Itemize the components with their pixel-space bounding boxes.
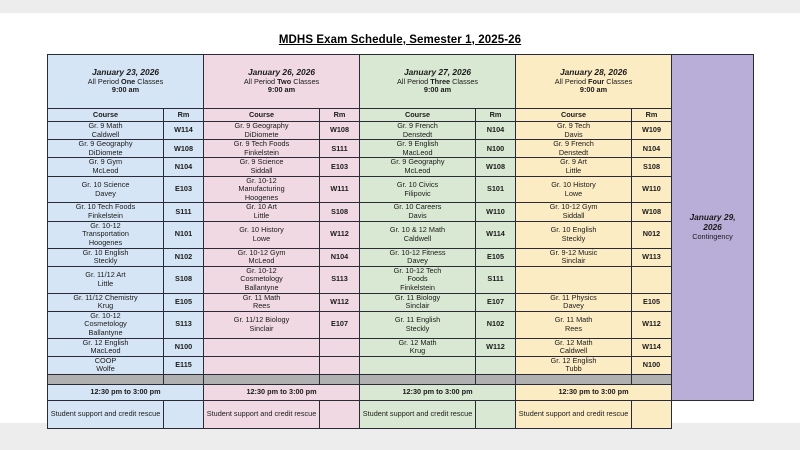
table-row <box>48 140 754 158</box>
exam-course-cell: Gr. 10-12 Fitness Davey <box>360 248 476 266</box>
exam-course-cell: Gr. 10-12 Manufacturing Hoogenes <box>204 176 320 203</box>
exam-room-cell <box>320 356 360 374</box>
exam-room-cell: W112 <box>320 293 360 311</box>
exam-room-cell: N012 <box>632 221 672 248</box>
exam-schedule-table <box>47 54 754 429</box>
exam-room-cell: W112 <box>476 338 516 356</box>
exam-room-cell: W110 <box>632 176 672 203</box>
exam-room-cell: E107 <box>476 293 516 311</box>
afternoon-time-2: 12:30 pm to 3:00 pm <box>204 385 360 401</box>
exam-room-cell: S108 <box>632 158 672 176</box>
exam-room-cell <box>476 356 516 374</box>
exam-room-cell: N102 <box>164 248 204 266</box>
day-time: 9:00 am <box>267 85 296 95</box>
exam-room-cell: N100 <box>632 356 672 374</box>
exam-room-cell: E103 <box>320 158 360 176</box>
exam-course-cell: Gr. 10-12 Gym Siddall <box>516 203 632 221</box>
exam-course-cell: Gr. 10 Art Little <box>204 203 320 221</box>
exam-room-cell <box>632 266 672 293</box>
contingency-label: Contingency <box>692 232 733 242</box>
spacer-cell <box>516 375 632 385</box>
exam-room-cell: W109 <box>632 122 672 140</box>
column-header-course-3: Course <box>360 109 476 122</box>
column-header-row <box>48 109 754 122</box>
table-row <box>48 266 754 293</box>
contingency-header <box>672 55 754 401</box>
exam-room-cell: W108 <box>320 122 360 140</box>
schedule-body <box>48 55 754 429</box>
table-row <box>48 158 754 176</box>
exam-course-cell: Gr. 9 French Denstedt <box>516 140 632 158</box>
exam-course-cell: Gr. 9 Science Siddall <box>204 158 320 176</box>
table-row <box>48 221 754 248</box>
exam-course-cell: Gr. 9 Gym McLeod <box>48 158 164 176</box>
exam-course-cell: Gr. 10 Tech Foods Finkelstein <box>48 203 164 221</box>
exam-course-cell: Gr. 10 English Steckly <box>516 221 632 248</box>
exam-course-cell <box>204 338 320 356</box>
student-support-filler <box>164 401 204 429</box>
exam-course-cell: Gr. 9 French Denstedt <box>360 122 476 140</box>
spacer-cell <box>320 375 360 385</box>
exam-course-cell: Gr. 10 History Lowe <box>204 221 320 248</box>
student-support-filler <box>476 401 516 429</box>
exam-room-cell: E115 <box>164 356 204 374</box>
exam-room-cell: W110 <box>476 203 516 221</box>
exam-course-cell: Gr. 9 Tech Foods Finkelstein <box>204 140 320 158</box>
day-time: 9:00 am <box>423 85 452 95</box>
exam-room-cell: S113 <box>320 266 360 293</box>
exam-course-cell: Gr. 11/12 Art Little <box>48 266 164 293</box>
column-header-course-2: Course <box>204 109 320 122</box>
exam-course-cell: Gr. 12 English Tubb <box>516 356 632 374</box>
exam-room-cell <box>320 338 360 356</box>
exam-room-cell: S111 <box>476 266 516 293</box>
exam-course-cell: Gr. 11/12 Chemistry Krug <box>48 293 164 311</box>
table-row <box>48 311 754 338</box>
exam-room-cell: S113 <box>164 311 204 338</box>
spacer-cell <box>360 375 476 385</box>
day-header-row <box>48 55 754 109</box>
exam-room-cell: S108 <box>320 203 360 221</box>
student-support-4: Student support and credit rescue <box>516 401 632 429</box>
exam-course-cell: Gr. 11 English Steckly <box>360 311 476 338</box>
day-header-1 <box>48 55 204 109</box>
exam-course-cell: Gr. 10 Science Davey <box>48 176 164 203</box>
exam-course-cell: Gr. 10 & 12 Math Caldwell <box>360 221 476 248</box>
exam-course-cell <box>360 356 476 374</box>
exam-room-cell: E105 <box>632 293 672 311</box>
exam-room-cell: W112 <box>320 221 360 248</box>
column-header-room-4: Rm <box>632 109 672 122</box>
student-support-2: Student support and credit rescue <box>204 401 320 429</box>
afternoon-time-3: 12:30 pm to 3:00 pm <box>360 385 516 401</box>
day-date: January 28, 2026 <box>559 66 628 77</box>
exam-course-cell: Gr. 9-12 Music Sinclair <box>516 248 632 266</box>
exam-room-cell: N102 <box>476 311 516 338</box>
exam-course-cell: Gr. 9 Art Little <box>516 158 632 176</box>
page-title: MDHS Exam Schedule, Semester 1, 2025-26 <box>278 34 522 46</box>
spacer-row <box>48 375 754 385</box>
spacer-cell <box>632 375 672 385</box>
exam-course-cell: Gr. 12 Math Krug <box>360 338 476 356</box>
exam-room-cell: E107 <box>320 311 360 338</box>
exam-room-cell: N104 <box>632 140 672 158</box>
exam-room-cell: S111 <box>320 140 360 158</box>
exam-course-cell: Gr. 9 Geography McLeod <box>360 158 476 176</box>
exam-course-cell: Gr. 12 Math Caldwell <box>516 338 632 356</box>
table-row <box>48 356 754 374</box>
day-header-2 <box>204 55 360 109</box>
exam-room-cell: W114 <box>476 221 516 248</box>
exam-course-cell: Gr. 9 Math Caldwell <box>48 122 164 140</box>
exam-room-cell: E105 <box>476 248 516 266</box>
exam-room-cell: S108 <box>164 266 204 293</box>
day-date: January 26, 2026 <box>247 66 316 77</box>
exam-course-cell <box>516 266 632 293</box>
column-header-room-1: Rm <box>164 109 204 122</box>
student-support-row <box>48 401 754 429</box>
exam-room-cell: W108 <box>164 140 204 158</box>
exam-course-cell: COOP Wolfe <box>48 356 164 374</box>
exam-course-cell: Gr. 12 English MacLeod <box>48 338 164 356</box>
exam-room-cell: W112 <box>632 311 672 338</box>
spacer-cell <box>48 375 164 385</box>
student-support-filler <box>632 401 672 429</box>
exam-course-cell: Gr. 9 English MacLeod <box>360 140 476 158</box>
student-support-1: Student support and credit rescue <box>48 401 164 429</box>
table-row <box>48 122 754 140</box>
spacer-cell <box>204 375 320 385</box>
exam-course-cell: Gr. 11/12 Biology Sinclair <box>204 311 320 338</box>
day-header-4 <box>516 55 672 109</box>
afternoon-time-4: 12:30 pm to 3:00 pm <box>516 385 672 401</box>
exam-room-cell: E103 <box>164 176 204 203</box>
exam-course-cell: Gr. 9 Tech Davis <box>516 122 632 140</box>
day-period: All Period Four Classes <box>554 76 633 86</box>
exam-room-cell: S101 <box>476 176 516 203</box>
column-header-course-4: Course <box>516 109 632 122</box>
exam-room-cell: N104 <box>164 158 204 176</box>
day-date: January 27, 2026 <box>403 66 472 77</box>
exam-course-cell: Gr. 9 Geography DiDiomete <box>204 122 320 140</box>
day-period: All Period Two Classes <box>243 76 320 86</box>
exam-course-cell: Gr. 10-12 Cosmetology Ballantyne <box>48 311 164 338</box>
day-time: 9:00 am <box>579 85 608 95</box>
exam-room-cell: N104 <box>476 122 516 140</box>
table-row <box>48 248 754 266</box>
table-row <box>48 176 754 203</box>
exam-course-cell: Gr. 11 Biology Sinclair <box>360 293 476 311</box>
spacer-cell <box>164 375 204 385</box>
day-period: All Period Three Classes <box>396 76 479 86</box>
exam-room-cell: W113 <box>632 248 672 266</box>
exam-course-cell: Gr. 11 Physics Davey <box>516 293 632 311</box>
exam-course-cell: Gr. 10 History Lowe <box>516 176 632 203</box>
exam-room-cell: N100 <box>164 338 204 356</box>
exam-course-cell: Gr. 10 Careers Davis <box>360 203 476 221</box>
column-header-room-3: Rm <box>476 109 516 122</box>
student-support-3: Student support and credit rescue <box>360 401 476 429</box>
exam-course-cell: Gr. 10-12 Cosmetology Ballantyne <box>204 266 320 293</box>
exam-course-cell: Gr. 11 Math Rees <box>516 311 632 338</box>
day-date: January 23, 2026 <box>91 66 160 77</box>
exam-course-cell: Gr. 10 English Steckly <box>48 248 164 266</box>
exam-room-cell: W108 <box>632 203 672 221</box>
exam-room-cell: E105 <box>164 293 204 311</box>
contingency-date: January 29, 2026 <box>689 212 736 233</box>
exam-room-cell: W114 <box>632 338 672 356</box>
exam-course-cell: Gr. 10-12 Gym McLeod <box>204 248 320 266</box>
document-sheet <box>0 13 800 423</box>
table-row <box>48 203 754 221</box>
day-header-3 <box>360 55 516 109</box>
exam-course-cell: Gr. 10-12 Tech Foods Finkelstein <box>360 266 476 293</box>
column-header-course-1: Course <box>48 109 164 122</box>
exam-room-cell: W108 <box>476 158 516 176</box>
exam-room-cell: W111 <box>320 176 360 203</box>
exam-course-cell: Gr. 10-12 Transportation Hoogenes <box>48 221 164 248</box>
exam-course-cell: Gr. 9 Geography DiDiomete <box>48 140 164 158</box>
table-row <box>48 338 754 356</box>
exam-room-cell: N100 <box>476 140 516 158</box>
exam-room-cell: N101 <box>164 221 204 248</box>
exam-course-cell: Gr. 11 Math Rees <box>204 293 320 311</box>
day-period: All Period One Classes <box>87 76 164 86</box>
student-support-filler <box>320 401 360 429</box>
spacer-cell <box>476 375 516 385</box>
exam-room-cell: N104 <box>320 248 360 266</box>
exam-course-cell <box>204 356 320 374</box>
afternoon-time-row <box>48 385 754 401</box>
exam-room-cell: W114 <box>164 122 204 140</box>
table-row <box>48 293 754 311</box>
day-time: 9:00 am <box>111 85 140 95</box>
column-header-room-2: Rm <box>320 109 360 122</box>
afternoon-time-1: 12:30 pm to 3:00 pm <box>48 385 204 401</box>
exam-room-cell: S111 <box>164 203 204 221</box>
exam-course-cell: Gr. 10 Civics Filipovic <box>360 176 476 203</box>
